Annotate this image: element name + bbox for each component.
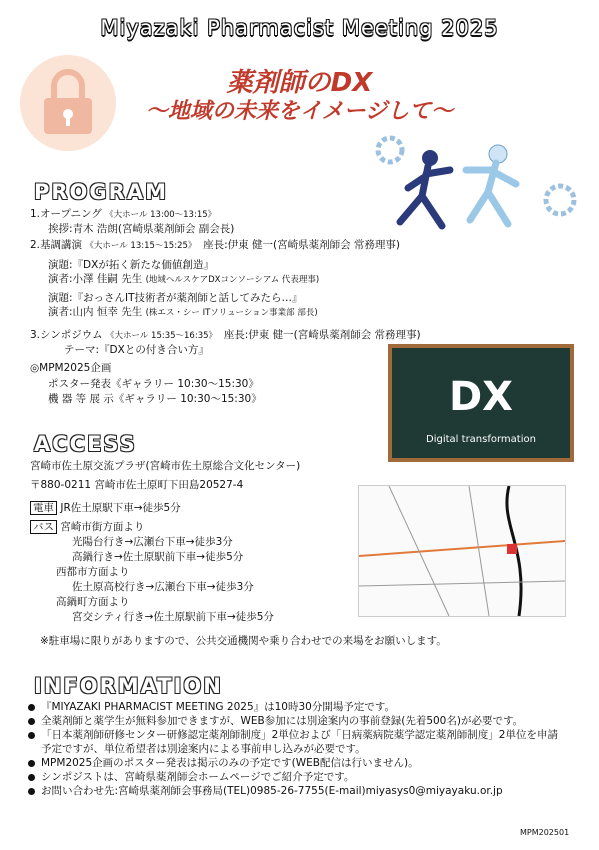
venue-name: 宮崎市佐土原交流プラザ(宮崎市佐土原総合文化センター) (30, 460, 301, 472)
keynote-meta: 《大ホール 13:15～15:25》 (85, 241, 197, 251)
symposium-chair: 座長:伊東 健一(宮崎県薬剤師会 常務理事) (223, 329, 421, 341)
route-region: 西都市方面より (56, 566, 130, 578)
train-tag: 電車 (30, 501, 57, 515)
opening-meta: 《大ホール 13:00～13:15》 (105, 210, 217, 220)
robot-human-illustration (370, 130, 585, 240)
bullet-icon (28, 760, 35, 767)
opening-greeting: 挨拶:青木 浩朗(宮崎県薬剤師会 副会長) (48, 223, 235, 235)
program-heading: PROGRAM (34, 180, 168, 204)
info-item: お問い合わせ先:宮崎県薬剤師会事務局(TEL)0985-26-7755(E-mail)miyasys0@miyayaku.or.jp (28, 784, 503, 798)
talk1-affil: (地域ヘルスケアDXコンソーシアム 代表理事) (145, 275, 320, 285)
mpm-exhibit: 機 器 等 展 示《ギャラリー 10:30～15:30》 (48, 393, 262, 405)
symposium-theme: テーマ:『DXとの付き合い方』 (64, 344, 209, 356)
parking-note: ※駐車場に限りがありますので、公共交通機関や乗り合わせでの来場をお願いします。 (40, 635, 447, 647)
access-heading: ACCESS (34, 432, 137, 456)
mpm-poster: ポスター発表《ギャラリー 10:30～15:30》 (48, 378, 259, 390)
subtitle: ～地域の未来をイメージして～ (145, 99, 454, 124)
keynote-line (30, 238, 400, 253)
train-route: JR佐土原駅下車→徒歩5分 (60, 502, 181, 514)
info-item: 「日本薬剤師研修センター研修認定薬剤師制度」2単位および「日病薬病院薬学認定薬剤師制度」2単位を申請 (28, 728, 558, 742)
route-item: 佐土原高校行き→広瀬台下車→徒歩3分 (72, 581, 254, 593)
footer-code: MPM202501 (520, 828, 570, 837)
talk2-speaker-line (48, 305, 318, 320)
talk1-speaker: 演者:小澤 佳嗣 先生 (48, 273, 143, 285)
venue-marker (507, 544, 517, 554)
main-title: 薬剤師のDX (226, 68, 373, 98)
map-graphic (359, 486, 565, 616)
bullet-icon (28, 704, 35, 711)
symposium-label: 3.シンポジウム (30, 329, 103, 341)
bus-line (30, 520, 144, 534)
access-map (358, 485, 566, 617)
info-item: 『MIYAZAKI PHARMACIST MEETING 2025』は10時30分開場予定です。 (28, 700, 395, 714)
bus-from-city: 宮崎市街方面より (60, 521, 145, 533)
talk1-speaker-line (48, 272, 319, 287)
board-title: DX (448, 374, 514, 420)
opening-line (30, 207, 216, 222)
talk1-title: 演題:『DXが拓く新たな価値創造』 (48, 259, 214, 271)
route-item: 宮交シティ行き→佐土原駅前下車→徒歩5分 (72, 611, 274, 623)
opening-label: 1.オープニング (30, 208, 102, 220)
info-item-continued: 予定ですが、単位希望者は別途案内による事前申し込みが必要です。 (41, 743, 366, 755)
event-title: Miyazaki Pharmacist Meeting 2025 (100, 16, 499, 40)
bullet-icon (28, 718, 35, 725)
info-item: MPM2025企画のポスター発表は掲示のみの予定です(WEB配信は行いません)。 (28, 756, 419, 770)
talk2-speaker: 演者:山内 恒幸 先生 (48, 306, 143, 318)
route-item: 高鍋行き→佐土原駅前下車→徒歩5分 (72, 551, 244, 563)
bullet-icon (28, 774, 35, 781)
bullet-icon (28, 788, 35, 795)
keynote-chair: 座長:伊東 健一(宮崎県薬剤師会 常務理事) (203, 239, 400, 251)
route-region: 高鍋町方面より (56, 596, 130, 608)
information-heading: INFORMATION (34, 674, 223, 698)
board-subtitle: Digital transformation (426, 434, 536, 445)
mpm-label: ◎MPM2025企画 (30, 362, 112, 374)
talk2-affil: (株エス・シー ITソリューション事業部 部長) (145, 308, 318, 318)
symposium-line (30, 328, 421, 343)
talk2-title: 演題:『おっさんIT技術者が薬剤師と話してみたら…』 (48, 292, 303, 304)
dx-chalkboard (388, 344, 574, 462)
keynote-label: 2.基調講演 (30, 239, 83, 251)
bus-tag: バス (30, 520, 57, 534)
venue-address: 〒880-0211 宮崎市佐土原町下田島20527-4 (30, 479, 244, 491)
symposium-meta: 《大ホール 15:35～16:35》 (106, 331, 218, 341)
bullet-icon (28, 732, 35, 739)
route-item: 光陽台行き→広瀬台下車→徒歩3分 (72, 536, 233, 548)
info-item: 全薬剤師と薬学生が無料参加できますが、WEB参加には別途案内の事前登録(先着500名)が必要です。 (28, 714, 523, 728)
info-item: シンポジストは、宮崎県薬剤師会ホームページでご紹介予定です。 (28, 770, 354, 784)
train-line (30, 501, 181, 515)
